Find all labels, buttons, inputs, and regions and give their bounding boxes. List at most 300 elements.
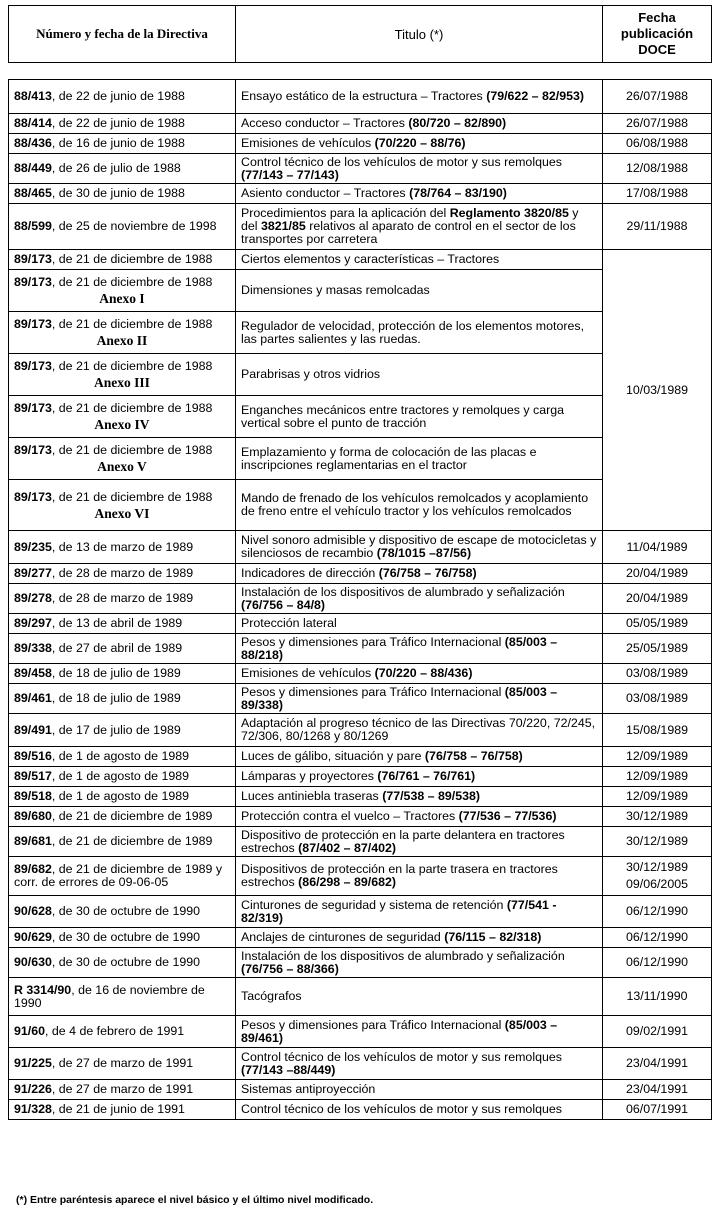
directive-number: 91/60 — [14, 1024, 46, 1038]
publication-date-correction: 09/06/2005 — [625, 877, 688, 891]
table-row — [9, 684, 712, 714]
publication-date-value: 06/07/1991 — [625, 1102, 688, 1116]
header-pub-line1: Fecha — [638, 10, 676, 25]
title-text: Lámparas y proyectores — [241, 769, 378, 783]
directive-cell — [9, 1016, 236, 1048]
directive-number: 89/680 — [14, 809, 52, 823]
publication-date — [603, 928, 712, 948]
title-text: Dispositivos de protección en la parte trasera en tractores estrechos — [241, 862, 558, 889]
publication-date-value: 11/04/1989 — [626, 539, 688, 554]
table-row — [9, 928, 712, 948]
title-text: Cinturones de seguridad y sistema de retención — [241, 897, 507, 912]
directive-number: 88/413 — [14, 89, 52, 103]
reference-range: (76/758 – 76/758) — [424, 749, 523, 763]
publication-date-value: 06/12/1990 — [625, 930, 688, 944]
publication-date — [603, 154, 712, 184]
directive-date: , de 28 de marzo de 1989 — [51, 566, 194, 580]
publication-date — [603, 564, 712, 584]
publication-date-value: 10/03/1989 — [625, 382, 688, 397]
directive-cell — [9, 787, 236, 807]
directive-cell — [9, 714, 236, 747]
directive-cell — [9, 584, 236, 614]
directive-cell — [9, 438, 236, 480]
header-publication-date — [603, 6, 712, 63]
title-bold: Reglamento 3820/85 — [449, 206, 569, 220]
publication-date — [603, 531, 712, 564]
table-row — [9, 114, 712, 134]
table-row — [9, 787, 712, 807]
table-row — [9, 807, 712, 827]
title-text: Anclajes de cinturones de seguridad — [241, 930, 445, 944]
publication-date-value: 26/07/1988 — [625, 89, 688, 103]
reference-range: (77/541 - 82/319) — [241, 897, 557, 925]
reference-range: (78/1015 –87/56) — [376, 546, 472, 560]
directive-date: , de 30 de octubre de 1990 — [51, 930, 201, 944]
title-cell — [236, 270, 603, 312]
reference-range: (77/143 – 77/143) — [241, 167, 339, 182]
publication-date-value: 23/04/1991 — [625, 1056, 688, 1070]
directive-date: , de 26 de julio de 1988 — [51, 161, 181, 175]
annex-label: Anexo V — [97, 459, 147, 474]
directive-number: 89/297 — [14, 616, 52, 630]
title-cell — [236, 564, 603, 584]
title-cell — [236, 747, 603, 767]
title-text: Pesos y dimensiones para Tráfico Internacional — [241, 1017, 505, 1032]
directive-date: , de 21 de diciembre de 1989 y corr. de errores de 09-06-05 — [14, 862, 223, 889]
title-text: Pesos y dimensiones para Tráfico Internacional — [241, 634, 505, 649]
publication-date-value: 26/07/1988 — [625, 116, 688, 130]
directive-cell — [9, 154, 236, 184]
footnote: (*) Entre paréntesis aparece el nivel básico y el último nivel modificado. — [16, 1194, 374, 1206]
publication-date-value: 17/08/1988 — [625, 186, 688, 200]
publication-date — [603, 184, 712, 204]
directive-date: , de 1 de agosto de 1989 — [51, 789, 190, 803]
header-pub-line3: DOCE — [638, 42, 676, 57]
publication-date — [603, 80, 712, 114]
title-text: Parabrisas y otros vidrios — [241, 367, 381, 381]
directive-date: , de 27 de marzo de 1991 — [51, 1082, 194, 1096]
publication-date-value: 03/08/1989 — [625, 691, 688, 705]
reference-range: (79/622 – 82/953) — [486, 89, 585, 103]
directive-number: 89/173 — [14, 317, 52, 331]
title-cell — [236, 312, 603, 354]
title-cell — [236, 184, 603, 204]
table-row — [9, 767, 712, 787]
directive-number: 89/173 — [14, 252, 52, 266]
publication-date-value: 25/05/1989 — [625, 641, 688, 655]
title-cell — [236, 114, 603, 134]
title-text: Ciertos elementos y características – Tractores — [241, 252, 500, 266]
title-cell — [236, 1100, 603, 1120]
directive-number: 89/461 — [14, 691, 52, 705]
title-cell — [236, 664, 603, 684]
title-cell — [236, 827, 603, 857]
reference-range: (78/764 – 83/190) — [409, 186, 507, 200]
table-row — [9, 154, 712, 184]
publication-date-value: 30/12/1989 — [625, 809, 688, 823]
title-cell — [236, 857, 603, 896]
title-text: Indicadores de dirección — [241, 566, 379, 580]
title-cell — [236, 896, 603, 928]
publication-date — [603, 767, 712, 787]
title-cell — [236, 807, 603, 827]
table-row — [9, 184, 712, 204]
annex-label: Anexo IV — [94, 417, 150, 432]
table-row — [9, 664, 712, 684]
title-cell — [236, 634, 603, 664]
reference-range: (76/756 – 88/366) — [241, 961, 339, 976]
publication-date — [603, 250, 712, 531]
directive-cell — [9, 1100, 236, 1120]
title-text: Protección contra el vuelco – Tractores — [241, 809, 459, 823]
directive-cell — [9, 396, 236, 438]
directive-date: , de 21 de diciembre de 1988 — [51, 401, 213, 415]
title-cell — [236, 250, 603, 270]
publication-date-value: 06/12/1990 — [625, 955, 688, 969]
table-row — [9, 1080, 712, 1100]
directive-number: 88/449 — [14, 161, 52, 175]
title-text: relativos al aparato de control en el sector de los transportes por carretera — [241, 219, 576, 246]
directive-cell — [9, 767, 236, 787]
directive-cell — [9, 747, 236, 767]
directive-cell — [9, 684, 236, 714]
table-row — [9, 1016, 712, 1048]
table-row — [9, 747, 712, 767]
publication-date — [603, 857, 712, 896]
reference-range: (76/758 – 76/758) — [378, 566, 477, 580]
directive-number: 91/226 — [14, 1082, 52, 1096]
title-cell — [236, 134, 603, 154]
directive-number: 89/491 — [14, 722, 52, 737]
table-row — [9, 857, 712, 896]
directive-date: , de 1 de agosto de 1989 — [51, 749, 190, 763]
directive-number: 89/338 — [14, 641, 52, 655]
title-cell — [236, 396, 603, 438]
directive-date: , de 21 de diciembre de 1988 — [51, 317, 213, 331]
directive-number: 88/465 — [14, 186, 52, 200]
directive-date: , de 27 de marzo de 1991 — [51, 1056, 194, 1070]
directive-number: 89/458 — [14, 666, 52, 680]
directive-cell — [9, 354, 236, 396]
title-text: Mando de frenado de los vehículos remolcados y acoplamiento de freno entre el vehículo tractor y los vehículos remolcados — [241, 491, 589, 518]
reference-range: (76/115 – 82/318) — [444, 930, 542, 944]
publication-date-value: 20/04/1989 — [625, 591, 688, 605]
publication-date-value: 20/04/1989 — [625, 566, 688, 580]
publication-date — [603, 684, 712, 714]
publication-date-value: 30/12/1989 — [625, 834, 688, 848]
title-text: Enganches mecánicos entre tractores y remolques y carga vertical sobre el punto de tracción — [241, 402, 565, 430]
publication-date — [603, 978, 712, 1016]
title-cell — [236, 584, 603, 614]
directive-number: 89/173 — [14, 275, 52, 289]
directive-cell — [9, 1080, 236, 1100]
publication-date — [603, 747, 712, 767]
directive-date: , de 27 de abril de 1989 — [51, 641, 183, 655]
directive-date: , de 30 de junio de 1988 — [51, 186, 185, 200]
publication-date — [603, 584, 712, 614]
title-text: Luces antiniebla traseras — [241, 789, 383, 803]
reference-range: (70/220 – 88/436) — [374, 666, 473, 680]
directive-number: 89/682 — [14, 862, 52, 876]
title-cell — [236, 684, 603, 714]
directive-date: , de 22 de junio de 1988 — [51, 89, 185, 103]
directive-date: , de 21 de diciembre de 1989 — [51, 834, 213, 848]
table-row — [9, 584, 712, 614]
publication-date — [603, 114, 712, 134]
header-pub-line2: publicación — [620, 26, 694, 41]
publication-date-value: 12/09/1989 — [625, 769, 688, 783]
title-cell — [236, 714, 603, 747]
directive-number: 90/629 — [14, 930, 52, 944]
title-cell — [236, 1048, 603, 1080]
directive-date: , de 1 de agosto de 1989 — [51, 769, 190, 783]
table-row — [9, 80, 712, 114]
directive-number: 89/173 — [14, 443, 52, 457]
title-text: Procedimientos para la aplicación del — [241, 206, 450, 220]
title-cell — [236, 438, 603, 480]
header-table — [8, 5, 712, 63]
title-cell — [236, 1080, 603, 1100]
title-text: Tacógrafos — [241, 989, 302, 1003]
publication-date — [603, 1048, 712, 1080]
publication-date-value: 12/09/1989 — [625, 749, 688, 763]
directive-number: R 3314/90 — [14, 982, 72, 997]
reference-range: (85/003 – 89/338) — [241, 684, 558, 712]
directive-date: , de 21 de diciembre de 1988 — [51, 359, 213, 373]
directive-cell — [9, 204, 236, 250]
table-row — [9, 531, 712, 564]
table-row — [9, 614, 712, 634]
reference-range: (85/003 – 88/218) — [241, 634, 558, 662]
reference-range: (70/220 – 88/76) — [374, 136, 466, 150]
directive-date: , de 30 de octubre de 1990 — [51, 955, 201, 969]
publication-date — [603, 1100, 712, 1120]
directive-date: , de 18 de julio de 1989 — [51, 691, 181, 705]
directive-cell — [9, 807, 236, 827]
directive-date: , de 21 de diciembre de 1988 — [51, 252, 213, 266]
directive-cell — [9, 634, 236, 664]
reference-range: (77/536 – 77/536) — [458, 809, 557, 823]
header-number-date: Número y fecha de la Directiva — [9, 6, 236, 63]
title-cell — [236, 354, 603, 396]
directive-date: , de 21 de diciembre de 1988 — [51, 275, 213, 289]
reference-range: (76/756 – 84/8) — [241, 597, 326, 612]
directive-number: 90/628 — [14, 904, 52, 918]
reference-range: (77/538 – 89/538) — [382, 789, 481, 803]
publication-date-value: 15/08/1989 — [625, 722, 688, 737]
publication-date — [603, 1080, 712, 1100]
title-text: Instalación de los dispositivos de alumbrado y señalización — [241, 584, 565, 599]
directive-cell — [9, 948, 236, 978]
directive-date: , de 4 de febrero de 1991 — [45, 1024, 185, 1038]
directive-number: 88/414 — [14, 116, 52, 130]
publication-date — [603, 614, 712, 634]
directive-number: 89/173 — [14, 359, 52, 373]
reference-range: (86/298 – 89/682) — [298, 875, 396, 889]
reference-range: (80/720 – 82/890) — [408, 116, 507, 130]
directive-date: , de 13 de abril de 1989 — [51, 616, 183, 630]
title-text: Emisiones de vehículos — [241, 136, 375, 150]
directive-cell — [9, 896, 236, 928]
directive-date: , de 17 de julio de 1989 — [51, 722, 181, 737]
publication-date — [603, 948, 712, 978]
publication-date-value: 12/08/1988 — [625, 161, 688, 175]
table-row — [9, 564, 712, 584]
directive-cell — [9, 928, 236, 948]
publication-date-value: 05/05/1989 — [625, 616, 688, 630]
directive-cell — [9, 1048, 236, 1080]
title-cell — [236, 480, 603, 531]
directive-cell — [9, 614, 236, 634]
title-cell — [236, 154, 603, 184]
directive-date: , de 16 de noviembre de 1990 — [14, 982, 205, 1010]
publication-date — [603, 896, 712, 928]
directive-number: 88/436 — [14, 136, 52, 150]
title-text: Instalación de los dispositivos de alumbrado y señalización — [241, 948, 565, 963]
title-text: Adaptación al progreso técnico de las Directivas 70/220, 72/245, 72/306, 80/1268 y 80/1269 — [241, 716, 596, 743]
directive-cell — [9, 664, 236, 684]
directive-cell — [9, 250, 236, 270]
table-row — [9, 134, 712, 154]
directive-number: 91/328 — [14, 1102, 52, 1116]
title-text: Sistemas antiproyección — [241, 1082, 376, 1096]
directive-number: 89/278 — [14, 591, 52, 605]
reference-range: (76/761 – 76/761) — [377, 769, 476, 783]
directive-cell — [9, 114, 236, 134]
title-text: Control técnico de los vehículos de motor y sus remolques — [241, 1049, 562, 1064]
directive-date: , de 21 de diciembre de 1988 — [51, 489, 213, 504]
table-row — [9, 714, 712, 747]
directive-number: 89/173 — [14, 401, 52, 415]
title-cell — [236, 928, 603, 948]
directives-table — [8, 79, 712, 1120]
directive-number: 91/225 — [14, 1056, 52, 1070]
publication-date-value: 30/12/1989 — [625, 860, 688, 874]
title-text: Dispositivo de protección en la parte delantera en tractores estrechos — [241, 827, 565, 855]
title-text: Control técnico de los vehículos de motor y sus remolques — [241, 1102, 562, 1116]
title-bold: 3821/85 — [260, 219, 306, 233]
table-row — [9, 896, 712, 928]
title-text: Emplazamiento y forma de colocación de las placas e inscripciones reglamentarias en el tractor — [241, 444, 537, 472]
directive-date: , de 25 de noviembre de 1998 — [51, 219, 217, 233]
reference-range: (87/402 – 87/402) — [298, 840, 396, 855]
title-cell — [236, 204, 603, 250]
directive-number: 89/518 — [14, 789, 52, 803]
publication-date-value: 23/04/1991 — [625, 1082, 688, 1096]
directive-cell — [9, 184, 236, 204]
publication-date — [603, 634, 712, 664]
directive-cell — [9, 978, 236, 1016]
directive-number: 89/681 — [14, 834, 52, 848]
title-text: Protección lateral — [241, 616, 337, 630]
reference-range: (77/143 –88/449) — [241, 1062, 336, 1077]
directive-date: , de 16 de junio de 1988 — [51, 136, 185, 150]
directive-cell — [9, 564, 236, 584]
title-text: Asiento conductor – Tractores — [241, 186, 410, 200]
directive-number: 89/516 — [14, 749, 52, 763]
directive-number: 89/277 — [14, 566, 52, 580]
publication-date — [603, 714, 712, 747]
directive-date: , de 21 de diciembre de 1988 — [51, 443, 213, 457]
title-text: Acceso conductor – Tractores — [241, 116, 409, 130]
directive-cell — [9, 480, 236, 531]
directive-date: , de 22 de junio de 1988 — [51, 116, 185, 130]
directive-cell — [9, 857, 236, 896]
table-row — [9, 250, 712, 270]
publication-date-value: 03/08/1989 — [625, 666, 688, 680]
directive-cell — [9, 531, 236, 564]
title-cell — [236, 787, 603, 807]
title-cell — [236, 767, 603, 787]
directive-date: , de 30 de octubre de 1990 — [51, 904, 201, 918]
table-row — [9, 978, 712, 1016]
publication-date-value: 29/11/1988 — [626, 219, 688, 233]
annex-label: Anexo I — [99, 291, 145, 306]
publication-date — [603, 787, 712, 807]
directive-cell — [9, 270, 236, 312]
publication-date — [603, 827, 712, 857]
annex-label: Anexo III — [94, 375, 150, 390]
publication-date-value: 06/08/1988 — [625, 136, 688, 150]
table-row — [9, 634, 712, 664]
table-row — [9, 948, 712, 978]
annex-label: Anexo VI — [94, 505, 150, 521]
title-cell — [236, 948, 603, 978]
title-text: Pesos y dimensiones para Tráfico Internacional — [241, 684, 505, 699]
annex-label: Anexo II — [96, 333, 148, 348]
table-row — [9, 1100, 712, 1120]
publication-date-value: 13/11/1990 — [626, 989, 688, 1003]
header-title: Titulo (*) — [236, 6, 603, 63]
publication-date — [603, 1016, 712, 1048]
directive-cell — [9, 80, 236, 114]
publication-date — [603, 204, 712, 250]
directive-number: 90/630 — [14, 955, 52, 969]
directive-date: , de 21 de diciembre de 1989 — [51, 809, 213, 823]
directive-number: 88/599 — [14, 219, 52, 233]
publication-date-value: 06/12/1990 — [625, 904, 688, 918]
title-text: Dimensiones y masas remolcadas — [241, 283, 430, 297]
title-text: Emisiones de vehículos — [241, 666, 375, 680]
title-text: Nivel sonoro admisible y dispositivo de escape de motocicletas y silenciosos de recambio — [241, 533, 597, 560]
publication-date — [603, 807, 712, 827]
title-cell — [236, 1016, 603, 1048]
directive-date: , de 21 de junio de 1991 — [51, 1102, 185, 1116]
publication-date — [603, 664, 712, 684]
publication-date-value: 12/09/1989 — [625, 789, 688, 803]
title-cell — [236, 978, 603, 1016]
directive-cell — [9, 134, 236, 154]
title-text: Luces de gálibo, situación y pare — [241, 749, 425, 763]
directive-date: , de 13 de marzo de 1989 — [51, 539, 194, 554]
directive-date: , de 18 de julio de 1989 — [51, 666, 181, 680]
table-row — [9, 1048, 712, 1080]
directive-number: 89/235 — [14, 539, 52, 554]
publication-date — [603, 134, 712, 154]
title-text: Control técnico de los vehículos de motor y sus remolques — [241, 154, 562, 169]
directive-cell — [9, 312, 236, 354]
table-row — [9, 204, 712, 250]
directive-number: 89/517 — [14, 769, 52, 783]
title-text: y del — [241, 206, 579, 233]
directive-cell — [9, 827, 236, 857]
table-row — [9, 827, 712, 857]
directive-date: , de 28 de marzo de 1989 — [51, 591, 194, 605]
title-text: Ensayo estático de la estructura – Tractores — [241, 89, 487, 103]
title-cell — [236, 80, 603, 114]
publication-date-value: 09/02/1991 — [625, 1024, 688, 1038]
title-cell — [236, 531, 603, 564]
